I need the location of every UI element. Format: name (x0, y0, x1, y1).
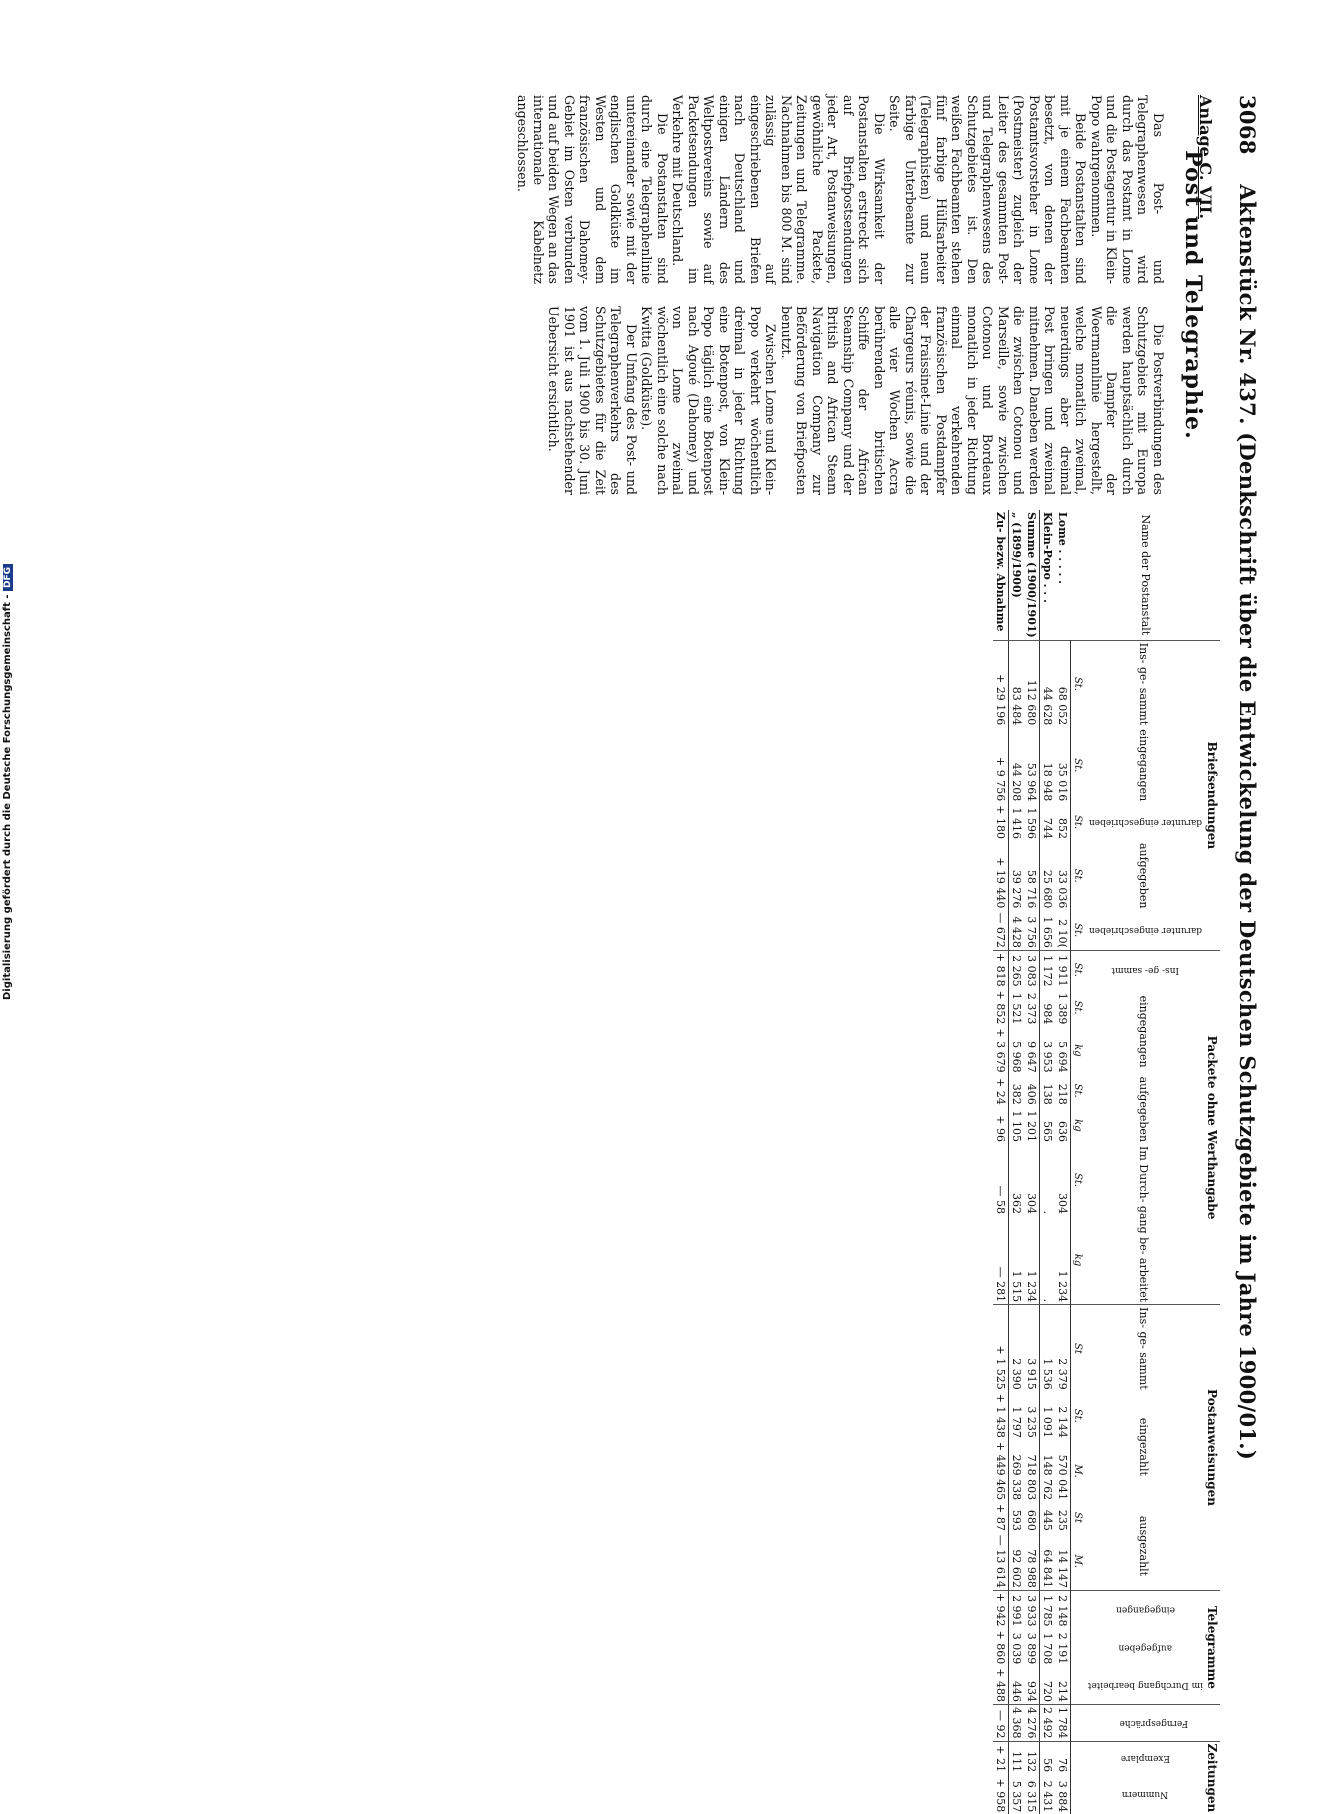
table-cell: 6 315 (1024, 1774, 1040, 1814)
table-cell: 720 (1040, 1681, 1054, 1702)
table-cell: 1 596 (1024, 803, 1040, 841)
table-cell: 2 191 (1055, 1632, 1069, 1665)
table-row (1055, 510, 1071, 1814)
table-cell: 4 276 (1024, 1705, 1040, 1742)
table-cell: 2 148 (1055, 1590, 1071, 1628)
table-cell: 68 052 (1055, 640, 1071, 727)
table-cell: + 488 (993, 1666, 1009, 1704)
table-cell: + 1 438 (993, 1393, 1007, 1438)
table-body (993, 510, 1071, 1814)
table-cell: — 672 (993, 910, 1009, 950)
unit: St. (1070, 803, 1084, 841)
unit: kg (1070, 1026, 1084, 1074)
sub-tel-durchgang: im Durchgang bearbeitet (1087, 1680, 1203, 1691)
table-cell: + 96 (993, 1107, 1009, 1144)
sub-pa-insgesammt: Ins- ge- sammt (1084, 1305, 1204, 1392)
table-cell: 3 235 (1024, 1392, 1040, 1440)
unit: St. (1070, 950, 1084, 988)
table-cell: . (1040, 1298, 1054, 1303)
unit: St. (1070, 841, 1084, 910)
table-cell: 53 964 (1024, 727, 1040, 803)
sub-eingegangen: eingegangen (1137, 729, 1151, 802)
sub-pk-eingegangen: eingegangen (1137, 995, 1151, 1068)
group-packete: Packete ohne Werthangabe (1204, 950, 1220, 1304)
table-cell: 680 (1024, 1502, 1040, 1533)
table-cell: 64 841 (1040, 1549, 1054, 1588)
table-cell: . (1040, 1210, 1054, 1215)
table-cell: 1 416 (1009, 807, 1023, 839)
table-cell: 1 784 (1055, 1705, 1071, 1742)
table-cell: 3 884 (1055, 1780, 1069, 1813)
page-title: Aktenstück Nr. 437. (Denkschrift über die Entwickelung der Deutschen Schutzgebiete im Jahre 1900/01.) (1235, 184, 1260, 1461)
table-cell: + 942 (993, 1590, 1009, 1628)
table-row (1008, 510, 1024, 1814)
table-cell: 636 (1055, 1121, 1069, 1143)
table-cell: 5 357 (1009, 1780, 1023, 1813)
table-cell: — 281 (993, 1216, 1009, 1305)
unit: St. (1070, 989, 1084, 1027)
text-columns (515, 95, 1166, 495)
table-cell: — 13 614 (993, 1533, 1009, 1591)
table-row (1039, 510, 1055, 1814)
table-cell: 1 515 (1009, 1270, 1023, 1303)
table-cell: 76 (1055, 1741, 1071, 1774)
table-cell: 3 039 (1009, 1632, 1023, 1665)
table-cell: 718 803 (1024, 1440, 1040, 1502)
table-cell: + 180 (993, 805, 1007, 839)
table-cell: 304 (1024, 1144, 1040, 1216)
table-cell: 1 172 (1039, 950, 1055, 988)
table-cell: 132 (1024, 1741, 1040, 1774)
table-cell: 2 390 (1008, 1305, 1024, 1392)
unit: St (1070, 1305, 1084, 1392)
table-cell: 14 147 (1055, 1549, 1069, 1588)
table-cell: 304 (1055, 1193, 1069, 1215)
table-cell: 744 (1040, 817, 1054, 839)
table-cell: 565 (1040, 1121, 1054, 1143)
table-cell: 35 016 (1055, 762, 1069, 802)
table-cell: 852 (1055, 817, 1069, 839)
table-cell: 218 (1055, 1083, 1069, 1105)
text-column-left (515, 95, 1166, 284)
table-cell: 1 234 (1024, 1216, 1040, 1305)
table-cell: 446 (1009, 1681, 1023, 1702)
table-cell: + 818 (993, 950, 1009, 988)
table-cell: 1 797 (1009, 1406, 1023, 1438)
table-cell: + 29 196 (993, 640, 1009, 727)
table-cell: 39 276 (1009, 869, 1023, 909)
row-name: Zu- bezw. Abnahme (993, 510, 1009, 640)
table-cell: 445 (1040, 1509, 1054, 1531)
table-cell: 56 (1039, 1741, 1055, 1774)
table-cell: 5 694 (1055, 1041, 1069, 1073)
table-cell: 58 716 (1024, 841, 1040, 910)
table-cell: 2 265 (1008, 950, 1024, 988)
unit: kg (1070, 1107, 1084, 1144)
unit: St. (1070, 640, 1084, 727)
sub-pk-durchgang: Im Durch- gang be- arbeitet (1137, 1146, 1151, 1303)
table-cell: 235 (1055, 1509, 1069, 1531)
table-cell: 934 (1024, 1666, 1040, 1704)
table-cell: 44 628 (1039, 640, 1055, 727)
sub-exemplare: Exemplare (1084, 1741, 1204, 1774)
paragraph: Der Umfang des Post- und Telegraphenverkehrs des Schutzgebietes für die Zeit vom 1. Juli 1900 bis 30. Juni 1901 ist aus nachstehender Uebersicht ersichtlich. (546, 306, 639, 495)
group-postanweisungen: Postanweisungen (1204, 1305, 1220, 1591)
table-cell: — 58 (993, 1144, 1009, 1216)
table-cell: 2 10( (1055, 919, 1069, 948)
group-brief: Briefsendungen (1204, 640, 1220, 950)
table-cell: 2 373 (1024, 989, 1040, 1027)
table-cell: + 860 (993, 1630, 1007, 1665)
table-cell: 214 (1055, 1681, 1069, 1702)
table-cell: 25 680 (1040, 869, 1054, 909)
table-cell: 1 911 (1055, 950, 1071, 988)
sub-pa-eingezahlt: eingezahlt (1137, 1417, 1151, 1476)
paragraph: Das Post- und Telegraphenwesen wird durch das Postamt in Lome und die Postagentur in Klein-Popo wahrgenommen. (1089, 95, 1166, 284)
table-cell: 1 785 (1039, 1590, 1055, 1628)
dfg-logo: DFG (3, 564, 13, 591)
table-cell: 1 389 (1055, 992, 1069, 1025)
table-cell: + 9 756 (993, 727, 1009, 803)
paragraph: Die Wirksamkeit der Postanstalten erstreckt sich auf Briefpostsendungen jeder Art, Postanweisungen, gewöhnliche Packete, Zeitungen und Telegramme. Nachnahmen bis 800 M. sind zulässig auf eingeschriebenen Briefen nach Deutschland und einigen Ländern des Weltpostvereins sowie auf Packetsendungen im Verkehre mit Deutschland. (670, 95, 887, 284)
table-cell: 2 991 (1008, 1590, 1024, 1628)
table-cell: 3 899 (1024, 1629, 1040, 1667)
unit: St. (1070, 910, 1084, 950)
table-cell: 593 (1009, 1509, 1023, 1531)
unit: M. (1070, 1533, 1084, 1591)
paragraph: Beide Postanstalten sind mit je einem Fachbeamten besetzt, von denen der Postamtsvorsteher in Lome (Postmeister) zugleich der Leiter des gesammten Post- und Telegraphenwesens des Schutzgebietes ist. Den weißen Fachbeamten stehen fünf farbige Hülfsarbeiter (Telegraphisten) und neun farbige Unterbeamte zur Seite. (887, 95, 1089, 284)
table-cell: — 92 (993, 1705, 1009, 1742)
table-cell: 406 (1024, 1075, 1040, 1107)
table-cell: + 21 (993, 1741, 1009, 1774)
table-cell: 1 521 (1009, 992, 1023, 1025)
sub-pk-aufgegeben: aufgegeben (1137, 1076, 1151, 1143)
row-name: Summe (1900/1901) (1024, 510, 1040, 640)
section-title: Post und Telegraphie. (1180, 150, 1206, 440)
page-number: 3068 (1235, 95, 1260, 155)
table-cell: 112 680 (1024, 640, 1040, 727)
table-cell: + 852 (993, 990, 1007, 1025)
paragraph: Die Postverbindungen des Schutzgebiets mit Europa werden hauptsächlich durch die Dampfer der Woermannlinie hergestellt, welche monatlich zweimal, neuerdings aber dreimal Post bringen und zweimal mitnehmen. Daneben werden die zwischen Cotonou und Marseille, sowie zwischen Cotonou und Bordeaux monatlich in jeder Richtung einmal verkehrenden französischen Postdampfer der Fraissinet-Linie und der Chargeurs réunis, sowie die alle vier Wochen Accra berührenden britischen Schiffe der African Steamship Company und der British and African Steam Navigation Company zur Beförderung von Briefposten benutzt. (779, 306, 1166, 495)
table-cell: 18 948 (1040, 762, 1054, 802)
table-cell: 4 428 (1009, 916, 1023, 948)
unit: St. (1070, 727, 1084, 803)
sub-nummern: Nummern (1122, 1789, 1169, 1800)
unit: St (1070, 1502, 1084, 1533)
table-cell: 2 144 (1055, 1406, 1069, 1438)
sub-insgesammt: Ins- ge- sammt (1084, 640, 1204, 727)
sub-aufgegeben: aufgegeben (1137, 842, 1151, 909)
digitisation-credit (2, 0, 13, 1000)
table-cell: 1 656 (1040, 916, 1054, 948)
table-cell: + 449 465 (993, 1441, 1007, 1501)
table-cell: 44 208 (1009, 762, 1023, 802)
table-cell: 3 953 (1040, 1041, 1054, 1073)
unit: St. (1070, 1144, 1084, 1216)
page-header (1235, 95, 1260, 1461)
table-cell: 2 492 (1039, 1705, 1055, 1742)
sub-pk-insgesammt: Ins- ge- sammt (1084, 950, 1204, 988)
table-cell: 362 (1009, 1193, 1023, 1215)
sub-pa-ausgezahlt: ausgezahlt (1137, 1515, 1151, 1577)
table-cell: 984 (1040, 1003, 1054, 1025)
table-cell: 33 036 (1055, 869, 1069, 909)
table-cell: 382 (1009, 1083, 1023, 1105)
table-cell: + 3 679 (993, 1028, 1007, 1073)
table-cell: 148 762 (1040, 1454, 1054, 1501)
unit: St. (1070, 1075, 1084, 1107)
table-cell: 1 091 (1040, 1406, 1054, 1438)
table-cell: 92 602 (1009, 1549, 1023, 1588)
table-cell: + 19 440 (993, 841, 1009, 910)
table-cell: 9 647 (1024, 1026, 1040, 1074)
statistics-table-wrapper (80, 510, 1220, 1813)
group-zeitungen: Zeitungen (1204, 1741, 1220, 1814)
table-cell: + 87 (993, 1504, 1007, 1531)
unit: M. (1070, 1440, 1084, 1502)
table-cell: 1 708 (1040, 1632, 1054, 1665)
table-cell: 3 756 (1024, 910, 1040, 950)
unit: St. (1070, 1392, 1084, 1440)
table-row (993, 510, 1009, 1814)
anlage-label: Anlage C. VII. (1196, 95, 1215, 219)
table-cell: 3 083 (1024, 950, 1040, 988)
table-row (1024, 510, 1040, 1814)
table-cell: 570 041 (1055, 1454, 1069, 1501)
table-cell: 3 915 (1024, 1305, 1040, 1392)
table-cell: 1 536 (1039, 1305, 1055, 1392)
table-cell: 78 988 (1024, 1533, 1040, 1591)
row-name: „ (1899/1900) (1009, 512, 1023, 598)
name-header: Name der Postanstalt (1138, 514, 1152, 636)
unit: kg (1070, 1216, 1084, 1305)
table-cell: 269 338 (1009, 1454, 1023, 1501)
text-column-right (515, 306, 1166, 495)
table-cell: + 24 (993, 1075, 1009, 1107)
row-name: Lome . . . . . (1055, 512, 1069, 585)
table-cell: + 958 (993, 1774, 1009, 1814)
units-row (1070, 510, 1084, 1814)
table-cell: 1 234 (1055, 1270, 1069, 1303)
table-cell: 4 368 (1008, 1705, 1024, 1742)
table-cell: 138 (1040, 1083, 1054, 1105)
sub-darunter-eingeschrieben-2: darunter eingeschrieben (1088, 925, 1202, 936)
table-cell: 2 379 (1055, 1305, 1071, 1392)
table-cell: 1 201 (1024, 1107, 1040, 1144)
sub-darunter-eingeschrieben: darunter eingeschrieben (1088, 817, 1202, 828)
credit-text: Digitalisierung gefördert durch die Deutsche Forschungsgemeinschaft - (2, 594, 13, 1000)
table-cell: 111 (1008, 1741, 1024, 1774)
table-cell: 83 484 (1008, 640, 1024, 727)
table-cell: + 1 525 (993, 1305, 1009, 1392)
group-ferngespraeche: Ferngespräche (1084, 1705, 1220, 1742)
table-cell: 3 933 (1024, 1590, 1040, 1628)
row-name: Klein-Popo . . . (1040, 512, 1054, 603)
table-cell: 1 105 (1009, 1110, 1023, 1143)
table-cell: 5 968 (1009, 1041, 1023, 1073)
sub-tel-eingegangen: eingegangen (1084, 1590, 1204, 1628)
statistics-table (993, 510, 1220, 1814)
group-telegramme: Telegramme (1204, 1590, 1220, 1704)
table-cell: 2 431 (1040, 1780, 1054, 1813)
paragraph: Die Postanstalten sind durch eine Telegraphenlinie untereinander sowie mit der englischen Goldküste im Westen und dem französischen Dahomey-Gebiet im Osten verbunden und auf beiden Wegen an das internationale Kabelnetz angeschlossen. (515, 95, 670, 284)
sub-tel-aufgegeben: aufgegeben (1118, 1642, 1173, 1653)
paragraph: Zwischen Lome und Klein-Popo verkehrt wöchentlich dreimal in jeder Richtung eine Botenpost, von Klein-Popo täglich eine Botenpost nach Agoué (Dahomey) und von Lome zweimal wöchentlich eine solche nach Kwitta (Goldküste). (639, 306, 779, 495)
